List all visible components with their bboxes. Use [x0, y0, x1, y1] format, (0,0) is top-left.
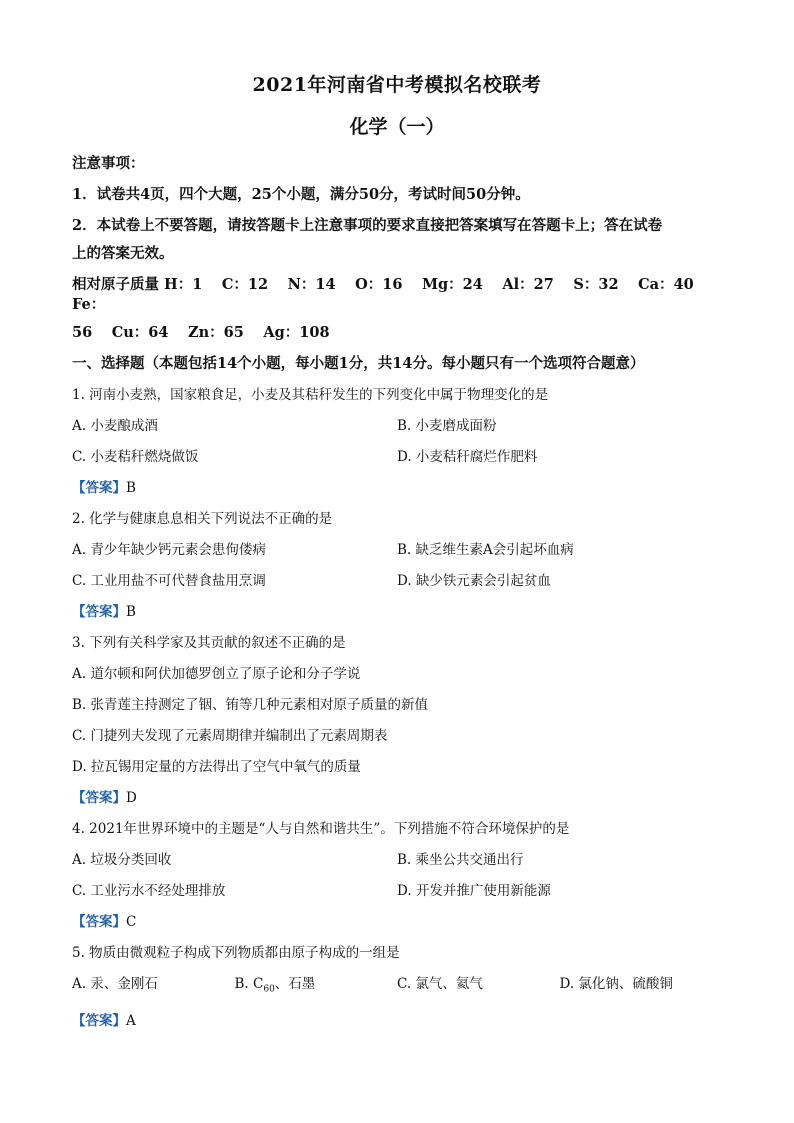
- option-b-subscript: 60: [263, 984, 275, 995]
- question-5-options: [72, 974, 722, 1000]
- question-4-answer: [72, 912, 722, 932]
- option-a: A. 青少年缺少钙元素会患佝偻病: [72, 542, 266, 558]
- option-b: B. 张青莲主持测定了铟、铕等几种元素相对原子质量的新值: [72, 697, 429, 713]
- answer-value: A: [126, 1012, 136, 1029]
- option-d: D. 缺少铁元素会引起贫血: [397, 573, 551, 589]
- option-c: C. 门捷列夫发现了元素周期律并编制出了元素周期表: [72, 728, 388, 744]
- section-heading: 一、选择题（本题包括14个小题，每小题1分，共14分。每小题只有一个选项符合题意）: [72, 355, 645, 372]
- page-title: 2021年河南省中考模拟名校联考: [252, 74, 542, 96]
- notes-item-1: 1．试卷共4页，四个大题，25个小题，满分50分，考试时间50分钟。: [72, 186, 530, 203]
- option-a: A. 垃圾分类回收: [72, 852, 172, 868]
- question-3-stem: 3. 下列有关科学家及其贡献的叙述不正确的是: [72, 635, 346, 651]
- answer-tag: 【答案】: [72, 790, 126, 806]
- question-2-stem: 2. 化学与健康息息相关下列说法不正确的是: [72, 511, 333, 527]
- question-2-answer: [72, 602, 722, 622]
- atomic-mass-line-2: 56 Cu：64 Zn：65 Ag：108: [72, 324, 330, 341]
- option-b-prefix: B. C: [234, 976, 264, 992]
- option-c: C. 小麦秸秆燃烧做饭: [72, 449, 199, 465]
- answer-value: B: [126, 604, 136, 620]
- question-2-options: [72, 540, 722, 591]
- question-1-stem: 1. 河南小麦熟，国家粮食足，小麦及其秸秆发生的下列变化中属于物理变化的是: [72, 387, 549, 403]
- answer-tag: 【答案】: [72, 480, 126, 496]
- atomic-mass-line-1: 相对原子质量 H：1 C：12 N：14 O：16 Mg：24 Al：27 S：32 Ca：40 Fe：: [72, 276, 714, 313]
- option-d: D. 氯化钠、硫酸铜: [559, 976, 673, 992]
- notes-item-2a: 2．本试卷上不要答题，请按答题卡上注意事项的要求直接把答案填写在答题卡上；答在试卷: [72, 217, 663, 234]
- option-c: C. 氯气、氦气: [397, 976, 483, 992]
- page-subtitle: 化学（一）: [349, 116, 445, 138]
- option-b: B. 缺乏维生素A会引起坏血病: [397, 542, 574, 558]
- option-a: A. 道尔顿和阿伏加德罗创立了原子论和分子学说: [72, 666, 361, 682]
- answer-tag: 【答案】: [72, 914, 126, 930]
- answer-value: D: [126, 790, 137, 806]
- notes-heading: 注意事项：: [72, 155, 145, 172]
- answer-value: C: [126, 914, 137, 930]
- option-b: [235, 974, 398, 1000]
- option-d: D. 拉瓦锡用定量的方法得出了空气中氧气的质量: [72, 759, 361, 775]
- option-c: C. 工业污水不经处理排放: [72, 883, 226, 899]
- option-a: A. 汞、金刚石: [72, 976, 158, 992]
- answer-tag: 【答案】: [72, 1012, 126, 1029]
- question-3-answer: [72, 788, 722, 808]
- option-b: B. 乘坐公共交通出行: [397, 852, 524, 868]
- answer-tag: 【答案】: [72, 604, 126, 620]
- option-d: D. 开发并推广使用新能源: [397, 883, 551, 899]
- option-d: D. 小麦秸秆腐烂作肥料: [397, 449, 538, 465]
- question-5-stem: 5. 物质由微观粒子构成下列物质都由原子构成的一组是: [72, 945, 400, 961]
- option-a: A. 小麦酿成酒: [72, 418, 158, 434]
- question-4-options: [72, 850, 722, 901]
- answer-value: B: [126, 480, 136, 496]
- option-b-rest: 、石墨: [274, 976, 316, 992]
- question-3-options: [72, 664, 722, 777]
- notes-item-2b: 上的答案无效。: [72, 245, 174, 262]
- question-4-stem: 4. 2021年世界环境中的主题是“人与自然和谐共生”。下列措施不符合环境保护的是: [72, 821, 570, 837]
- question-5-answer: [72, 1011, 722, 1031]
- question-1-options: [72, 416, 722, 467]
- option-c: C. 工业用盐不可代替食盐用烹调: [72, 573, 266, 589]
- question-1-answer: [72, 478, 722, 498]
- option-b: B. 小麦磨成面粉: [397, 418, 497, 434]
